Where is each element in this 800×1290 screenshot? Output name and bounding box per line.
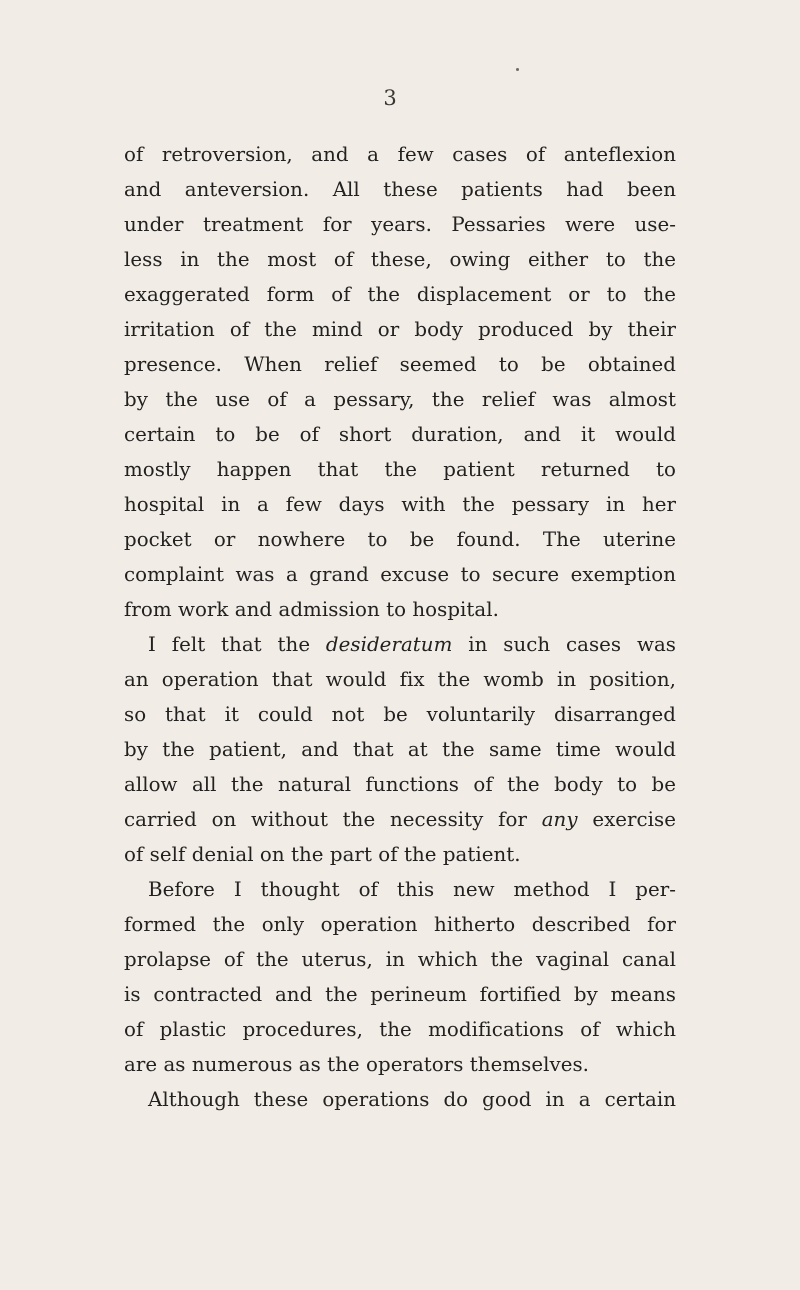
text-segment: pocket or nowhere to be found. The uterine xyxy=(124,528,676,551)
text-segment: are as numerous as the operators themselves. xyxy=(124,1053,590,1076)
body-text xyxy=(124,137,676,1117)
page-number: 3 xyxy=(383,86,397,110)
text-segment: is contracted and the perineum fortified by means xyxy=(124,983,676,1006)
text-line xyxy=(124,242,676,277)
text-line xyxy=(124,557,676,592)
text-line xyxy=(124,802,676,837)
text-line xyxy=(124,347,676,382)
text-segment: formed the only operation hitherto described for xyxy=(124,913,676,936)
text-segment: presence. When relief seemed to be obtained xyxy=(124,353,676,376)
text-line xyxy=(124,592,676,627)
text-line xyxy=(124,1047,676,1082)
text-segment: carried on without the necessity for xyxy=(124,808,542,831)
italic-text-segment: any xyxy=(541,808,578,831)
text-segment: Before I thought of this new method I per- xyxy=(148,878,676,901)
text-line xyxy=(124,312,676,347)
text-line xyxy=(124,767,676,802)
text-segment: by the patient, and that at the same time would xyxy=(124,738,676,761)
text-line xyxy=(124,662,676,697)
text-segment: of plastic procedures, the modifications of which xyxy=(124,1018,676,1041)
text-line xyxy=(124,837,676,872)
text-line xyxy=(124,907,676,942)
text-line xyxy=(124,382,676,417)
text-line xyxy=(124,732,676,767)
text-segment: irritation of the mind or body produced by their xyxy=(124,318,676,341)
text-segment: complaint was a grand excuse to secure exemption xyxy=(124,563,676,586)
text-line xyxy=(124,697,676,732)
text-segment: Although these operations do good in a certain xyxy=(148,1088,676,1111)
text-line xyxy=(124,417,676,452)
text-line xyxy=(124,1082,676,1117)
text-line xyxy=(124,487,676,522)
text-segment: so that it could not be voluntarily disarranged xyxy=(124,703,676,726)
text-segment: and anteversion. All these patients had been xyxy=(124,178,676,201)
text-segment: mostly happen that the patient returned to xyxy=(124,458,676,481)
text-line xyxy=(124,172,676,207)
text-segment: prolapse of the uterus, in which the vaginal canal xyxy=(124,948,676,971)
text-segment: less in the most of these, owing either to the xyxy=(124,248,676,271)
text-line xyxy=(124,277,676,312)
text-segment: under treatment for years. Pessaries were use- xyxy=(124,213,676,236)
text-line xyxy=(124,1012,676,1047)
text-segment: of self denial on the part of the patient. xyxy=(124,843,521,866)
text-line xyxy=(124,942,676,977)
text-segment: in such cases was xyxy=(452,633,676,656)
text-line xyxy=(124,522,676,557)
text-segment: of retroversion, and a few cases of anteflexion xyxy=(124,143,676,166)
italic-text-segment: desideratum xyxy=(325,633,453,656)
text-segment: by the use of a pessary, the relief was almost xyxy=(124,388,676,411)
text-line xyxy=(124,452,676,487)
text-segment: exercise xyxy=(577,808,677,831)
text-segment: I felt that the xyxy=(148,633,326,656)
text-segment: allow all the natural functions of the body to be xyxy=(124,773,676,796)
text-line xyxy=(124,977,676,1012)
text-segment: exaggerated form of the displacement or to the xyxy=(124,283,676,306)
text-line xyxy=(124,627,676,662)
text-segment: hospital in a few days with the pessary in her xyxy=(124,493,676,516)
paper-speck xyxy=(516,68,519,71)
text-line xyxy=(124,207,676,242)
text-line xyxy=(124,137,676,172)
text-segment: certain to be of short duration, and it would xyxy=(124,423,676,446)
text-segment: from work and admission to hospital. xyxy=(124,598,499,621)
text-segment: an operation that would fix the womb in position, xyxy=(124,668,676,691)
text-line xyxy=(124,872,676,907)
